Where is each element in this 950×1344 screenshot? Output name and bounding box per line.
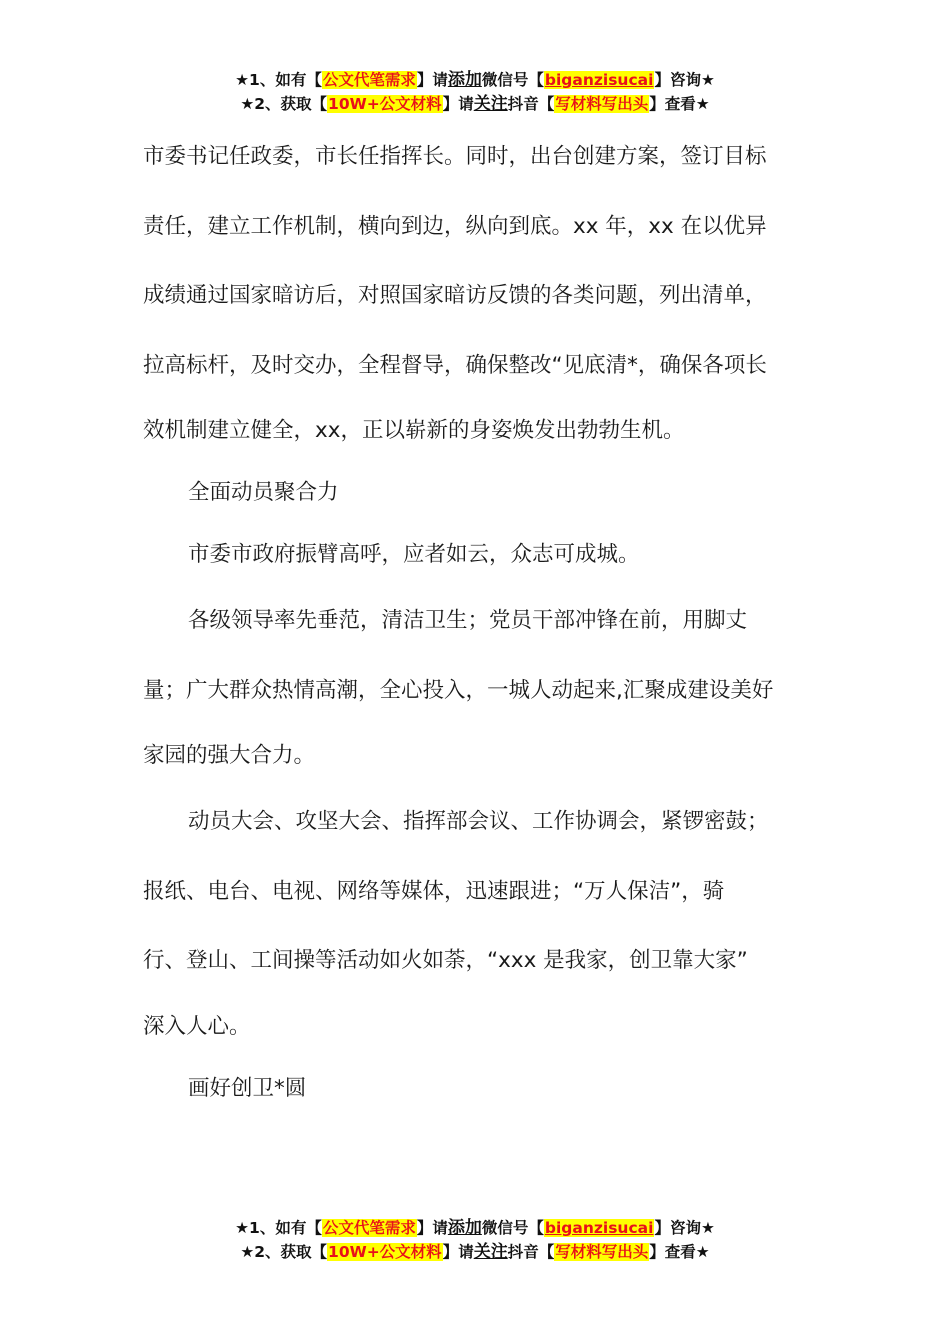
banner-emphasis: 添加 <box>447 1218 482 1238</box>
text-line: 动员大会、攻坚大会、指挥部会议、工作协调会，紧锣密鼓； <box>188 809 769 834</box>
banner-highlight: 写材料写出头 <box>555 1243 649 1261</box>
banner-text: ★1、如有【 <box>235 71 322 89</box>
banner-text: 微信号【 <box>481 1219 544 1237</box>
text-line: 市委书记任政委，市长任指挥长。同时，出台创建方案，签订目标 <box>143 144 767 169</box>
banner-text: 】请 <box>416 1219 448 1237</box>
section-heading: 画好创卫*圆 <box>188 1075 307 1101</box>
section-heading: 全面动员聚合力 <box>188 480 339 505</box>
footer-banner <box>0 1216 950 1264</box>
text-line: 拉高标杆，及时交办，全程督导，确保整改“见底清*，确保各项长 <box>143 352 767 378</box>
banner-wechat-id: biganzisucai <box>544 71 654 89</box>
banner-highlight: 公文代笔需求 <box>322 71 416 89</box>
banner-text: 微信号【 <box>481 71 544 89</box>
banner-text: 抖音【 <box>507 95 555 113</box>
banner-text: 抖音【 <box>507 1243 555 1261</box>
banner-emphasis: 添加 <box>447 70 482 90</box>
text-line: 行、登山、工间操等活动如火如荼，“xxx 是我家，创卫靠大家” <box>143 948 748 973</box>
text-line: 家园的强大合力。 <box>143 743 316 768</box>
banner-text: ★1、如有【 <box>235 1219 322 1237</box>
header-banner <box>0 68 950 116</box>
banner-emphasis: 关注 <box>473 1242 508 1262</box>
footer-banner-line-2 <box>0 1240 950 1264</box>
text-line: 成绩通过国家暗访后，对照国家暗访反馈的各类问题，列出清单， <box>143 283 767 308</box>
banner-highlight: 10W+公文材料 <box>328 95 442 113</box>
banner-highlight: 10W+公文材料 <box>328 1243 442 1261</box>
banner-text: 】请 <box>442 1243 474 1261</box>
header-banner-line-2 <box>0 92 950 116</box>
banner-emphasis: 关注 <box>473 94 508 114</box>
banner-text: 】请 <box>442 95 474 113</box>
banner-text: ★2、获取【 <box>240 95 328 113</box>
text-line: 各级领导率先垂范，清洁卫生；党员干部冲锋在前，用脚丈 <box>188 608 748 633</box>
text-line: 量；广大群众热情高潮，全心投入，一城人动起来,汇聚成建设美好 <box>143 677 774 703</box>
text-line: 责任，建立工作机制，横向到边，纵向到底。xx 年，xx 在以优异 <box>143 213 767 239</box>
text-line: 效机制建立健全，xx，正以崭新的身姿焕发出勃勃生机。 <box>143 418 685 443</box>
text-line: 报纸、电台、电视、网络等媒体，迅速跟进；“万人保洁”，骑 <box>143 878 725 904</box>
banner-text: 】查看★ <box>649 95 710 113</box>
banner-wechat-id: biganzisucai <box>544 1219 654 1237</box>
banner-text: 】咨询★ <box>654 1219 715 1237</box>
header-banner-line-1 <box>0 68 950 92</box>
banner-text: 】查看★ <box>649 1243 710 1261</box>
banner-highlight: 写材料写出头 <box>555 95 649 113</box>
footer-banner-line-1 <box>0 1216 950 1240</box>
document-body <box>143 122 811 1120</box>
banner-text: 】咨询★ <box>654 71 715 89</box>
text-line: 深入人心。 <box>143 1013 251 1039</box>
banner-text: ★2、获取【 <box>240 1243 328 1261</box>
banner-text: 】请 <box>416 71 448 89</box>
banner-highlight: 公文代笔需求 <box>322 1219 416 1237</box>
text-line: 市委市政府振臂高呼，应者如云，众志可成城。 <box>188 542 640 567</box>
